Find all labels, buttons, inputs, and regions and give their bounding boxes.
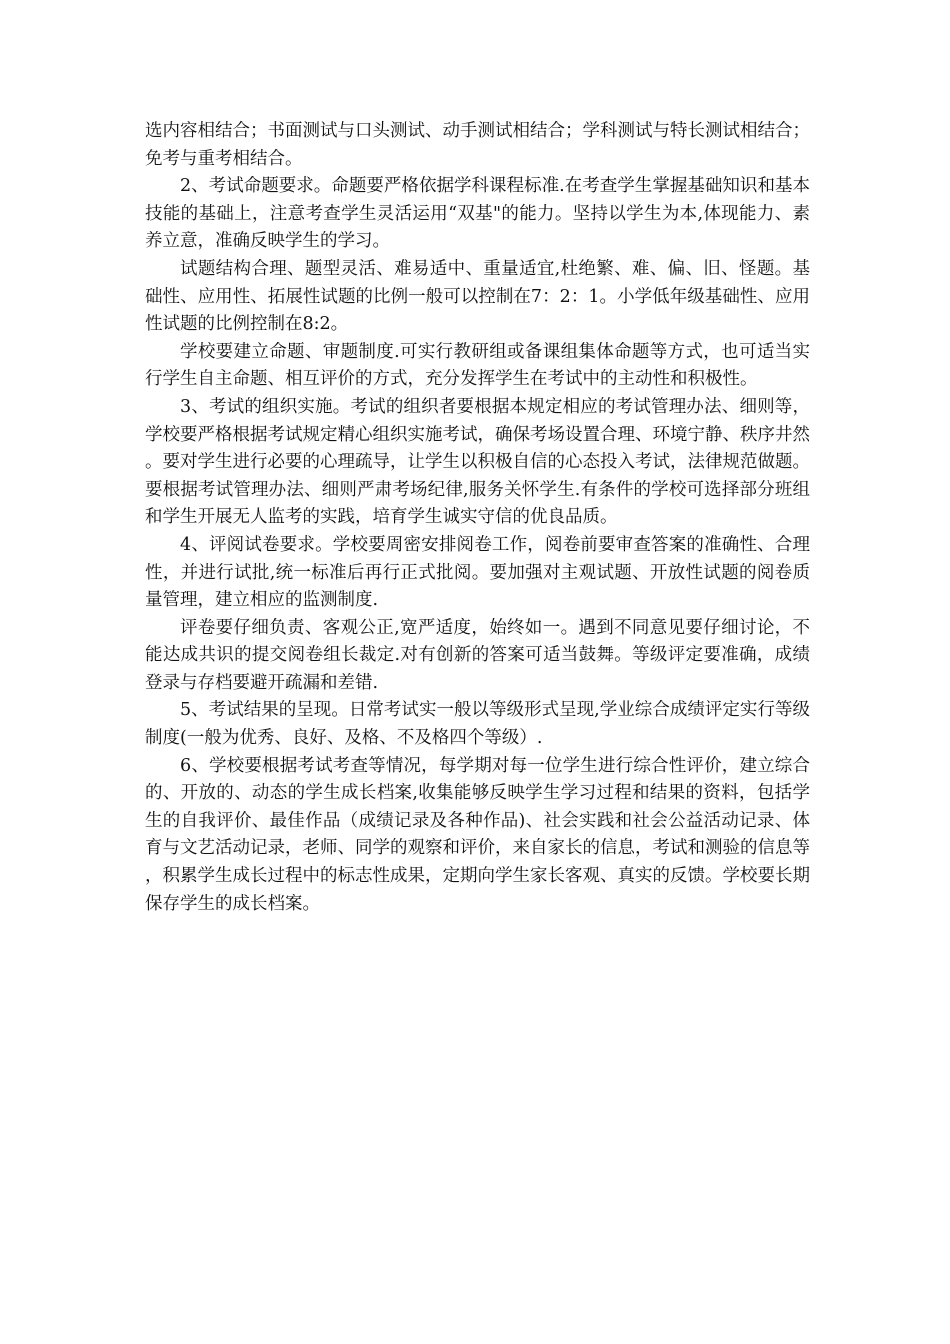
paragraph-exam-forms-continued: 选内容相结合；书面测试与口头测试、动手测试相结合；学科测试与特长测试相结合；免考与重考相结合。	[145, 121, 810, 169]
paragraph-exam-results: 5、考试结果的呈现。日常考试实一般以等级形式呈现,学业综合成绩评定实行等级制度(一般为优秀、良好、及格、不及格四个等级）.	[145, 700, 810, 749]
paragraph-exam-organization: 3、考试的组织实施。考试的组织者要根据本规定相应的考试管理办法、细则等，学校要严格根据考试规定精心组织实施考试，确保考场设置合理、环境宁静、秩序井然。要对学生进行必要的心理疏导，让学生以积极自信的心态投入考试，法律规范做题。要根据考试管理办法、细则严肃考场纪律,服务关怀学生.有条件的学校可选择部分班组和学生开展无人监考的实践，培育学生诚实守信的优良品质。	[145, 396, 810, 528]
paragraph-review-system: 学校要建立命题、审题制度.可实行教研组或备课组集体命题等方式，也可适当实行学生自主命题、相互评价的方式，充分发挥学生在考试中的主动性和积极性。	[145, 341, 810, 390]
document-body	[145, 118, 810, 918]
paragraph-grading-fairness: 评卷要仔细负责、客观公正,宽严适度，始终如一。遇到不同意见要仔细讨论，不能达成共识的提交阅卷组长裁定.对有创新的答案可适当鼓舞。等级评定要准确，成绩登录与存档要避开疏漏和差错.	[145, 617, 810, 693]
paragraph-exam-question-requirements: 2、考试命题要求。命题要严格依据学科课程标准.在考查学生掌握基础知识和基本技能的基础上，注意考查学生灵活运用“双基"的能力。坚持以学生为本,体现能力、素养立意，准确反映学生的学习。	[145, 176, 810, 252]
paragraph-question-structure: 试题结构合理、题型灵活、难易适中、重量适宜,杜绝繁、难、偏、旧、怪题。基础性、应用性、拓展性试题的比例一般可以控制在7：2：1。小学低年级基础性、应用性试题的比例控制在8:2。	[145, 258, 810, 335]
paragraph-grading-requirements: 4、评阅试卷要求。学校要周密安排阅卷工作，阅卷前要审查答案的准确性、合理性，并进行试批,统一标准后再行正式批阅。要加强对主观试题、开放性试题的阅卷质量管理，建立相应的监测制度.	[145, 534, 810, 611]
paragraph-growth-portfolio: 6、学校要根据考试考查等情况，每学期对每一位学生进行综合性评价，建立综合的、开放的、动态的学生成长档案,收集能够反映学生学习过程和结果的资料，包括学生的自我评价、最佳作品（成绩记录及各种作品)、社会实践和社会公益活动记录、体育与文艺活动记录，老师、同学的观察和评价，来自家长的信息，考试和测验的信息等，积累学生成长过程中的标志性成果，定期向学生家长客观、真实的反馈。学校要长期保存学生的成长档案。	[145, 755, 810, 914]
